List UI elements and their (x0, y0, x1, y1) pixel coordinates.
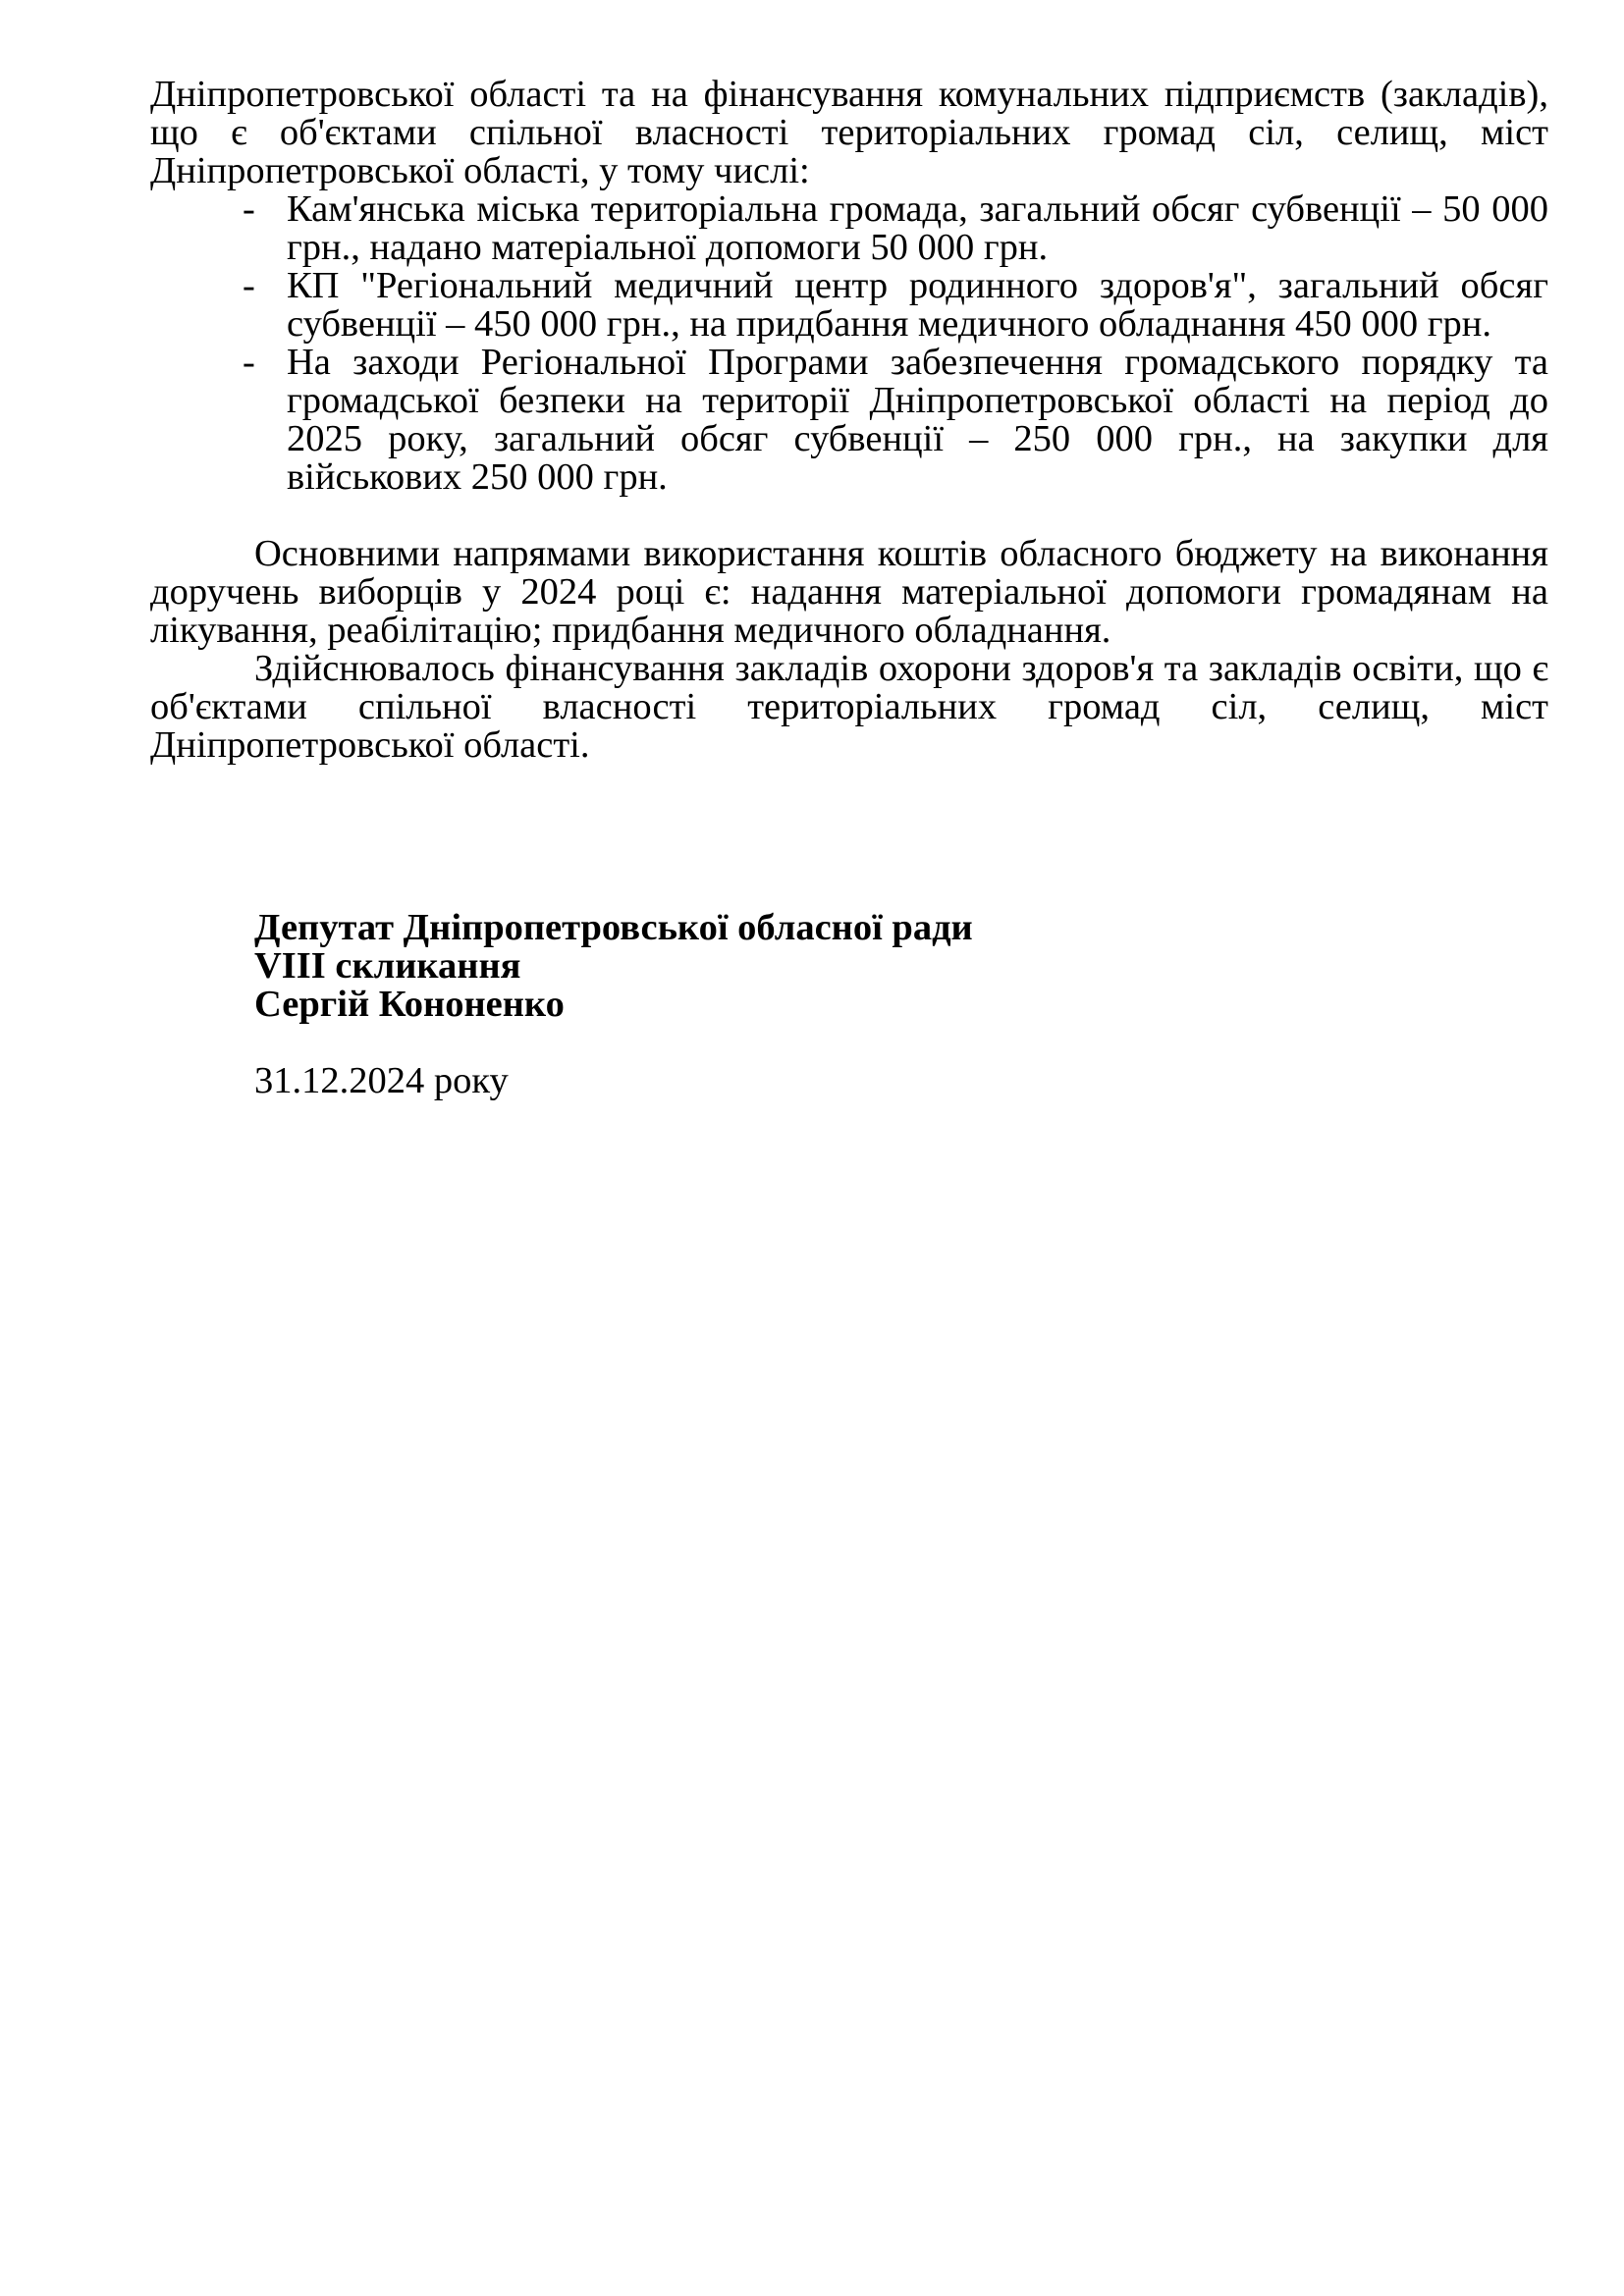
list-item-marker: - (243, 188, 255, 230)
signature-name: Сергій Кононенко (254, 984, 565, 1025)
list-item (150, 267, 1548, 344)
document-content (150, 76, 1548, 1100)
body-paragraph: Здійснювалось фінансування закладів охорони здоров'я та закладів освіти, що є об'єктами спільної власності територіальних громад сіл, селищ, міст Дніпропетровської області. (150, 648, 1548, 766)
intro-paragraph: Дніпропетровської області та на фінансування комунальних підприємств (закладів), що є об'єктами спільної власності територіальних громад сіл, селищ, міст Дніпропетровської області, у тому числі: (150, 74, 1548, 191)
signature-title: Депутат Дніпропетровської обласної ради (254, 907, 973, 948)
body-paragraph: Основними напрямами використання коштів обласного бюджету на виконання доручень виборців у 2024 році є: надання матеріальної допомоги громадянам на лікування, реабілітацію; придбання медичного обладнання. (150, 533, 1548, 651)
list-item (150, 344, 1548, 497)
list-item-text: На заходи Регіональної Програми забезпечення громадського порядку та громадської безпеки на території Дніпропетровської області на період до 2025 року, загальний обсяг субвенції – 250 000 грн., на закупки для військових 250 000 грн. (287, 342, 1548, 498)
list-item-marker: - (243, 342, 255, 383)
list-item-marker: - (243, 265, 255, 306)
document-date: 31.12.2024 року (254, 1060, 509, 1101)
signature-block (254, 909, 1548, 1024)
signature-convocation: VIII скликання (254, 945, 521, 987)
list-item-text: КП "Регіональний медичний центр родинного здоров'я", загальний обсяг субвенції – 450 000 грн., на придбання медичного обладнання 450 000 грн. (287, 265, 1548, 345)
list-item (150, 190, 1548, 267)
subvention-list (150, 190, 1548, 497)
list-item-text: Кам'янська міська територіальна громада, загальний обсяг субвенції – 50 000 грн., надано матеріальної допомоги 50 000 грн. (287, 188, 1548, 268)
